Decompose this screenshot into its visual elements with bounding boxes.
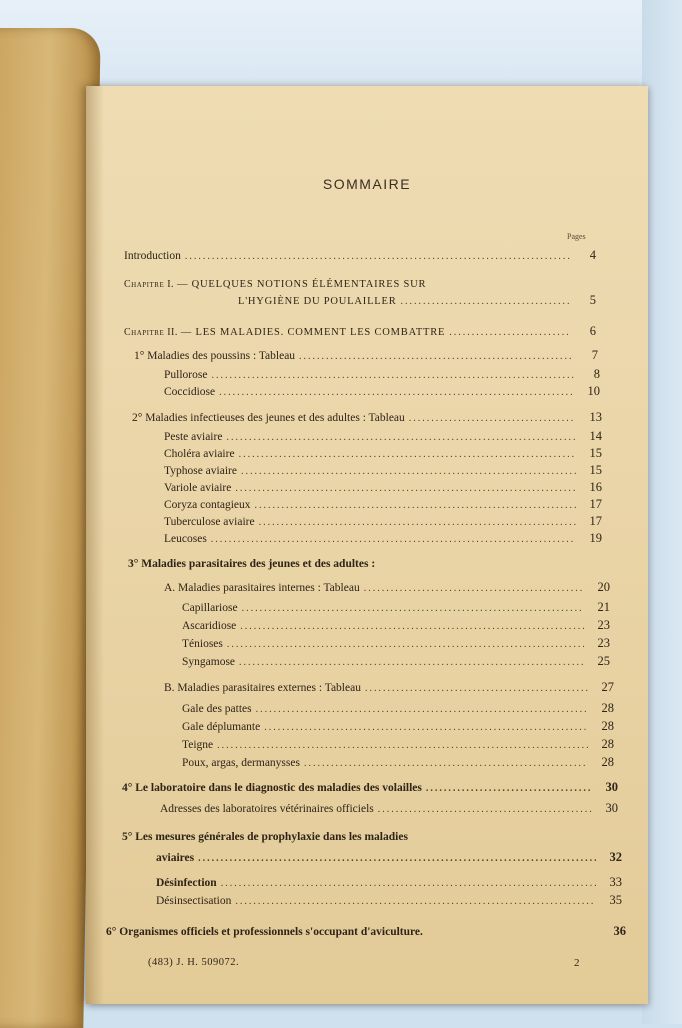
toc-page: 33 (609, 875, 622, 889)
toc-label: Choléra aviaire (164, 448, 235, 460)
toc-entry-section3b (164, 680, 614, 696)
dot-leader (378, 803, 592, 817)
toc-page: 30 (605, 801, 618, 815)
dot-leader (255, 499, 576, 513)
toc-label: Gale déplumante (182, 721, 261, 733)
toc-page: 32 (609, 850, 622, 864)
dot-leader (221, 877, 596, 891)
dot-leader (239, 448, 576, 462)
toc-page: 25 (597, 654, 610, 668)
toc-entry (182, 600, 610, 616)
toc-label: Ténioses (182, 638, 223, 650)
dot-leader (226, 431, 576, 445)
toc-label: 1° Maladies des poussins : Tableau (134, 350, 296, 362)
toc-label: 4° Le laboratoire dans le diagnostic des maladies des volailles (122, 782, 422, 794)
chapter-prefix: Chapitre II. (124, 327, 178, 338)
toc-page: 36 (613, 924, 626, 938)
toc-entry (182, 719, 614, 735)
page-title: SOMMAIRE (322, 176, 412, 192)
toc-section3-heading: 3° Maladies parasitaires des jeunes et des adultes : (128, 558, 376, 570)
toc-entry (182, 636, 610, 652)
toc-entry (182, 737, 614, 753)
dot-leader (219, 386, 574, 400)
toc-label: Désinsectisation (156, 895, 232, 907)
toc-entry (156, 893, 622, 909)
toc-entry (164, 514, 602, 530)
toc-entry (182, 701, 614, 717)
toc-page: 23 (597, 618, 610, 632)
dot-leader (211, 369, 574, 383)
toc-label: aviaires (156, 852, 195, 864)
toc-entry-section6 (106, 924, 626, 939)
toc-label: 6° Organismes officiels et professionnels s'occupant d'aviculture. (106, 926, 423, 938)
toc-page: 5 (589, 293, 596, 307)
dot-leader (426, 782, 592, 796)
toc-label: Introduction (124, 250, 181, 262)
toc-label: Variole aviaire (164, 482, 232, 494)
dot-leader (185, 250, 570, 264)
toc-page: 23 (597, 636, 610, 650)
dot-leader (401, 295, 570, 309)
toc-page: 20 (597, 580, 610, 594)
toc-label: Coccidiose (164, 386, 216, 398)
dot-leader (241, 465, 576, 479)
toc-page: 28 (601, 755, 614, 769)
toc-page: 30 (605, 780, 618, 794)
toc-page: 28 (601, 737, 614, 751)
toc-label: Leucoses (164, 533, 207, 545)
toc-entry (164, 463, 602, 479)
toc-page: 6 (589, 324, 596, 338)
pages-column-header: Pages (567, 232, 586, 241)
toc-label: Tuberculose aviaire (164, 516, 255, 528)
toc-page: 17 (589, 497, 602, 511)
toc-label: Adresses des laboratoires vétérinaires officiels (160, 803, 374, 815)
dot-leader (235, 482, 576, 496)
toc-label: Ascaridiose (182, 620, 237, 632)
toc-entry (164, 384, 600, 400)
toc-page: 8 (593, 367, 600, 381)
dot-leader (217, 739, 588, 753)
toc-page: 19 (589, 531, 602, 545)
dot-leader (409, 412, 576, 426)
toc-chapter1-line1 (124, 278, 426, 290)
toc-entry-chapter2 (124, 324, 596, 340)
toc-label: Pullorose (164, 369, 208, 381)
toc-entry-section4 (122, 780, 618, 796)
toc-entry-chapter1 (238, 293, 596, 309)
toc-page: 27 (601, 680, 614, 694)
toc-entry (160, 801, 618, 817)
dot-leader (264, 721, 588, 735)
toc-entry (182, 654, 610, 670)
toc-label: Désinfection (156, 877, 217, 889)
toc-entry (164, 497, 602, 513)
dot-leader (239, 656, 584, 670)
dot-leader (365, 682, 588, 696)
toc-entry (164, 429, 602, 445)
printer-imprint: (483) J. H. 509072. (148, 957, 240, 968)
dot-leader (449, 326, 570, 340)
toc-label: Teigne (182, 739, 214, 751)
dot-leader (304, 757, 588, 771)
toc-entry (182, 618, 610, 634)
toc-label: B. Maladies parasitaires externes : Tableau (164, 682, 361, 694)
page-number: 2 (574, 957, 580, 969)
dot-leader (299, 350, 572, 364)
toc-entry (182, 755, 614, 771)
toc-label: A. Maladies parasitaires internes : Tableau (164, 582, 360, 594)
dot-leader (364, 582, 584, 596)
chapter-title: — LES MALADIES. COMMENT LES COMBATTRE (180, 327, 446, 338)
toc-entry-section2 (132, 410, 602, 426)
toc-page: 15 (589, 463, 602, 477)
book-page (86, 86, 648, 1004)
dot-leader (240, 620, 584, 634)
dot-leader (256, 703, 588, 717)
toc-label: Coryza contagieux (164, 499, 251, 511)
dot-leader (227, 638, 584, 652)
toc-entry-section1 (134, 348, 598, 364)
toc-page: 28 (601, 701, 614, 715)
toc-label: Typhose aviaire (164, 465, 237, 477)
toc-entry-introduction (124, 248, 596, 264)
toc-label: Peste aviaire (164, 431, 223, 443)
toc-entry-section3a (164, 580, 610, 596)
toc-page: 4 (589, 248, 596, 262)
dot-leader (235, 895, 596, 909)
toc-page: 35 (609, 893, 622, 907)
toc-page: 14 (589, 429, 602, 443)
toc-page: 21 (597, 600, 610, 614)
toc-page: 13 (589, 410, 602, 424)
toc-label: Poux, argas, dermanysses (182, 757, 300, 769)
toc-section5-line1: 5° Les mesures générales de prophylaxie dans les maladies (122, 831, 408, 843)
toc-entry (156, 875, 622, 891)
chapter-title: — QUELQUES NOTIONS ÉLÉMENTAIRES SUR (176, 279, 427, 290)
toc-page: 28 (601, 719, 614, 733)
toc-page: 15 (589, 446, 602, 460)
toc-label: Syngamose (182, 656, 236, 668)
toc-label: 2° Maladies infectieuses des jeunes et des adultes : Tableau (132, 412, 405, 424)
toc-page: 17 (589, 514, 602, 528)
toc-label: Capillariose (182, 602, 238, 614)
toc-label: Gale des pattes (182, 703, 252, 715)
dot-leader (211, 533, 576, 547)
toc-page: 16 (589, 480, 602, 494)
toc-entry (164, 531, 602, 547)
toc-entry (164, 367, 600, 383)
toc-label: L'HYGIÈNE DU POULAILLER (238, 296, 397, 307)
background-right (642, 0, 682, 1024)
chapter-prefix: Chapitre I. (124, 279, 175, 290)
toc-entry-section5 (156, 850, 622, 866)
dot-leader (242, 602, 584, 616)
toc-page: 10 (587, 384, 600, 398)
toc-entry (164, 480, 602, 496)
dot-leader (198, 852, 596, 866)
toc-page: 7 (591, 348, 598, 362)
dot-leader (259, 516, 576, 530)
toc-entry (164, 446, 602, 462)
